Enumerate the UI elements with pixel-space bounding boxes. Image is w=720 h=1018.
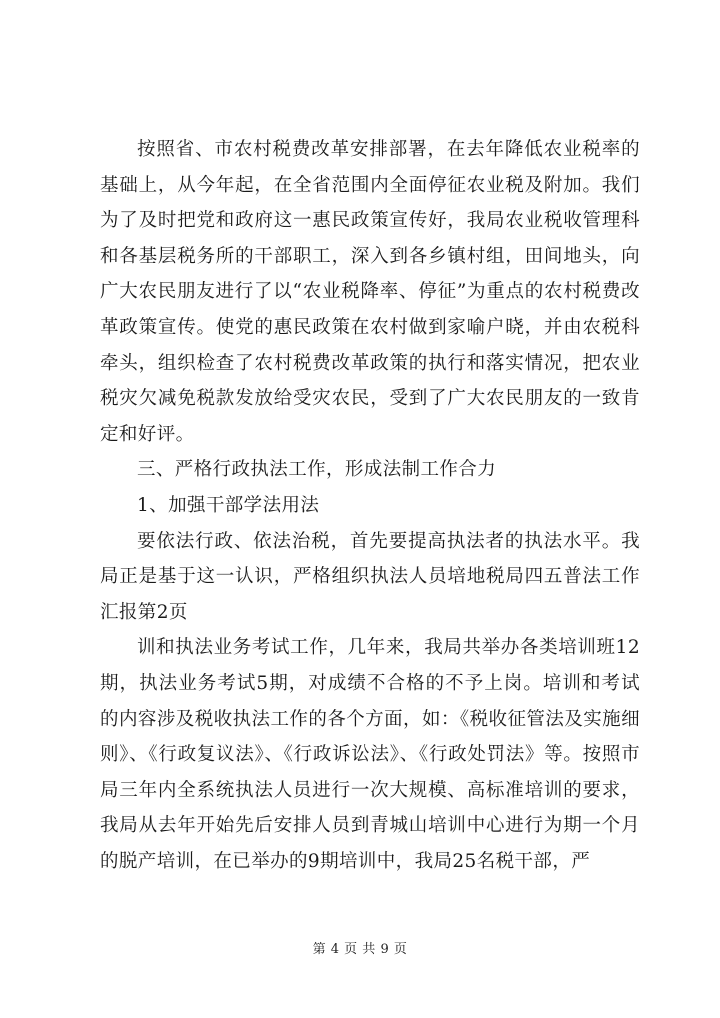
subsection-heading-cadre-law-study: 1、加强干部学法用法: [137, 494, 320, 516]
document-body: [100, 132, 640, 879]
paragraph-law-enforcement-level: 要依法行政、依法治税，首先要提高执法者的执法水平。我局正是基于这一认识，严格组织执法人员培地税局四五普法工作汇报第2页: [100, 530, 640, 623]
paragraph-tax-reform-publicity: 按照省、市农村税费改革安排部署，在去年降低农业税率的基础上，从今年起，在全省范围内全面停征农业税及附加。我们为了及时把党和政府这一惠民政策宣传好，我局农业税收管理科和各基层税务所的干部职工，深入到各乡镇村组，田间地头，向广大农民朋友进行了以“农业税降率、停征”为重点的农村税费改革政策宣传。使党的惠民政策在农村做到家喻户晓，并由农税科牵头，组织检查了农村税费改革政策的执行和落实情况，把农业税灾欠减免税款发放给受灾农民，受到了广大农民朋友的一致肯定和好评。: [100, 139, 640, 445]
page-number-footer: 第 4 页 共 9 页: [312, 942, 408, 957]
section-heading-law-enforcement: 三、严格行政执法工作，形成法制工作合力: [137, 459, 497, 481]
paragraph-training-exams: 训和执法业务考试工作，几年来，我局共举办各类培训班12期，执法业务考试5期，对成绩不合格的不予上岗。培训和考试的内容涉及税收执法工作的各个方面，如：《税收征管法及实施细则》、《行政复议法》、《行政诉讼法》、《行政处罚法》等。按照市局三年内全系统执法人员进行一次大规模、高标准培训的要求，我局从去年开始先后安排人员到青城山培训中心进行为期一个月的脱产培训，在已举办的9期培训中，我局25名税干部，严: [100, 637, 640, 872]
